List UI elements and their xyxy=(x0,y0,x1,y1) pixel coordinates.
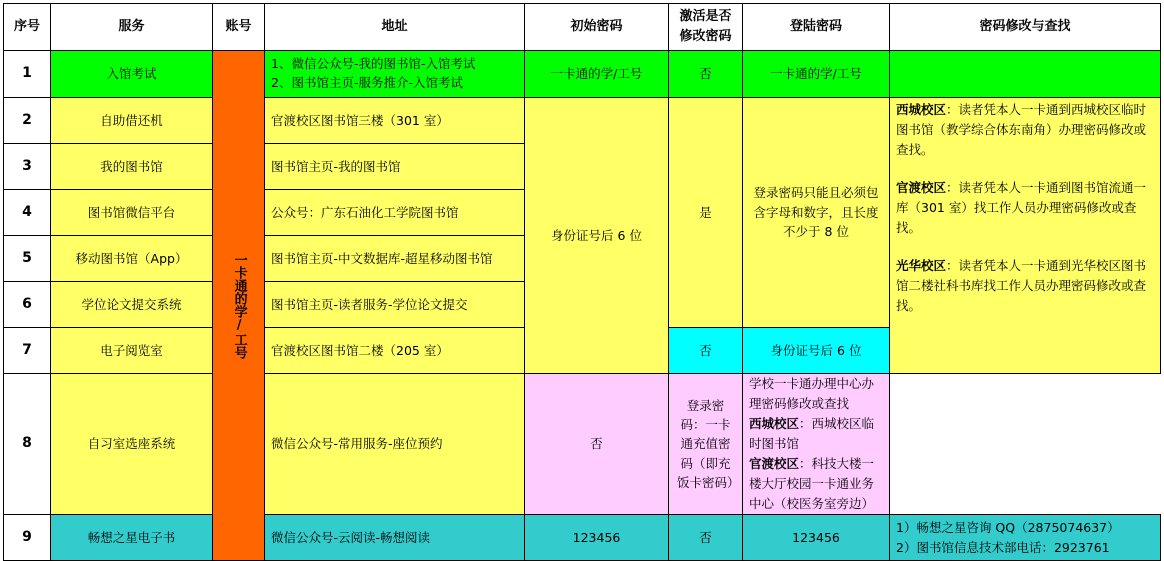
table-row xyxy=(4,98,1161,144)
row-number: 9 xyxy=(4,515,51,561)
row-number: 8 xyxy=(4,374,51,515)
row-number: 6 xyxy=(4,282,51,328)
service-name: 畅想之星电子书 xyxy=(51,515,213,561)
service-name: 图书馆微信平台 xyxy=(51,190,213,236)
campus-label: 西城校区 xyxy=(749,416,800,431)
row-number: 3 xyxy=(4,144,51,190)
address-cell: 官渡校区图书馆二楼（205 室） xyxy=(265,328,525,374)
service-name: 移动图书馆（App） xyxy=(51,236,213,282)
help-line: 1）畅想之星咨询 QQ（2875074637） xyxy=(896,520,1120,536)
header-activate: 激活是否修改密码 xyxy=(669,4,743,51)
password-help xyxy=(890,515,1161,561)
table-row xyxy=(4,374,1161,515)
header-row xyxy=(4,4,1161,51)
address-cell: 微信公众号-常用服务-座位预约 xyxy=(265,374,525,515)
service-name: 入馆考试 xyxy=(51,51,213,98)
row-number: 1 xyxy=(4,51,51,98)
campus-label: 官渡校区 xyxy=(749,456,800,471)
init-password: 一卡通的学/工号 xyxy=(525,51,669,98)
campus-note: ：读者凭本人一卡通到光华校区图书馆二楼社科书库找工作人员办理密码修改或查找。 xyxy=(896,258,1147,313)
help-line: 学校一卡通办理中心办理密码修改或查找 xyxy=(749,376,875,411)
header-init-password: 初始密码 xyxy=(525,4,669,51)
campus-note: ：科技大楼一楼大厅校园一卡通业务中心（校医务室旁边） xyxy=(749,456,875,511)
login-password: 一卡通的学/工号 xyxy=(743,51,890,98)
row-number: 7 xyxy=(4,328,51,374)
address-cell: 图书馆主页-我的图书馆 xyxy=(265,144,525,190)
activate-change: 否 xyxy=(525,374,669,515)
row-number: 5 xyxy=(4,236,51,282)
address-cell: 微信公众号-云阅读-畅想阅读 xyxy=(265,515,525,561)
service-name: 自习室选座系统 xyxy=(51,374,213,515)
header-address: 地址 xyxy=(265,4,525,51)
account-cell xyxy=(213,51,265,561)
service-name: 学位论文提交系统 xyxy=(51,282,213,328)
campus-label: 西城校区 xyxy=(896,102,947,117)
init-password: 123456 xyxy=(525,515,669,561)
account-text: 一卡通的学/工号 xyxy=(231,252,247,359)
campus-label: 官渡校区 xyxy=(896,180,947,195)
help-line: 2）图书馆信息技术部电话：2923761 xyxy=(896,539,1110,555)
login-password: 身份证号后 6 位 xyxy=(743,328,890,374)
login-password: 123456 xyxy=(743,515,890,561)
campus-note: ：读者凭本人一卡通到西城校区临时图书馆（教学综合体东南角）办理密码修改或查找。 xyxy=(896,102,1147,157)
service-name: 我的图书馆 xyxy=(51,144,213,190)
header-service: 服务 xyxy=(51,4,213,51)
campus-note: ：读者凭本人一卡通到图书馆流通一库（301 室）找工作人员办理密码修改或查找。 xyxy=(896,180,1147,235)
activate-change: 否 xyxy=(669,515,743,561)
address-cell xyxy=(265,51,525,98)
table-row xyxy=(4,51,1161,98)
password-help xyxy=(890,51,1161,98)
activate-change: 否 xyxy=(669,328,743,374)
service-name: 自助借还机 xyxy=(51,98,213,144)
login-password: 登录密码：一卡通充值密码（即充饭卡密码） xyxy=(669,374,743,515)
row-number: 4 xyxy=(4,190,51,236)
table-row xyxy=(4,515,1161,561)
address-cell: 公众号：广东石油化工学院图书馆 xyxy=(265,190,525,236)
header-account: 账号 xyxy=(213,4,265,51)
activate-change: 是 xyxy=(669,98,743,328)
password-help xyxy=(890,98,1161,374)
header-login-password: 登陆密码 xyxy=(743,4,890,51)
campus-label: 光华校区 xyxy=(896,258,947,273)
address-line: 1、微信公众号-我的图书馆-入馆考试 xyxy=(271,56,476,72)
row-number: 2 xyxy=(4,98,51,144)
campus-note: ：西城校区临时图书馆 xyxy=(749,416,875,451)
header-no: 序号 xyxy=(4,4,51,51)
service-name: 电子阅览室 xyxy=(51,328,213,374)
password-help xyxy=(743,374,890,515)
address-cell: 官渡校区图书馆三楼（301 室） xyxy=(265,98,525,144)
services-table xyxy=(3,3,1161,561)
address-cell: 图书馆主页-读者服务-学位论文提交 xyxy=(265,282,525,328)
login-password: 登录密码只能且必须包含字母和数字，且长度不少于 8 位 xyxy=(743,98,890,328)
header-password-help: 密码修改与查找 xyxy=(890,4,1161,51)
address-line: 2、图书馆主页-服务推介-入馆考试 xyxy=(271,75,463,90)
init-password: 身份证号后 6 位 xyxy=(525,98,669,374)
address-cell: 图书馆主页-中文数据库-超星移动图书馆 xyxy=(265,236,525,282)
activate-change: 否 xyxy=(669,51,743,98)
